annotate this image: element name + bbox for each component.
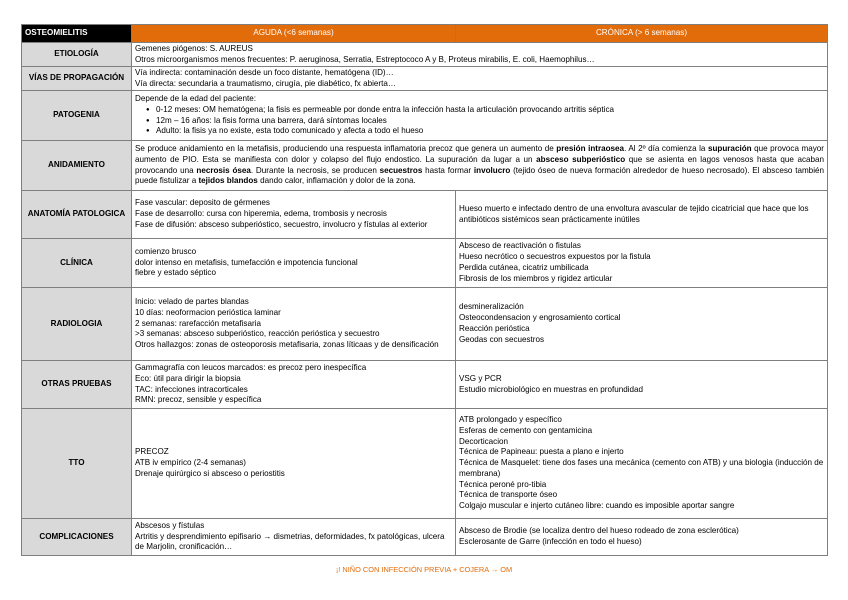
row-anatomia [22, 191, 828, 239]
radiologia-cronica [456, 288, 828, 361]
text-line: VSG y PCR [459, 373, 502, 383]
text-line: Depende de la edad del paciente: [135, 93, 257, 103]
text-line: Osteocondensacion y engrosamiento cortical [459, 313, 621, 323]
text-line: RMN: precoz, sensible y específica [135, 395, 262, 405]
text-line: Fase vascular: deposito de gérmenes [135, 198, 270, 208]
row-clinica [22, 239, 828, 288]
row-vias [22, 67, 828, 91]
text-line: Otros microorganismos menos frecuentes: P. aeruginosa, Serratia, Estreptococo A y B, Proteus mirabilis, E. coli, Haemophilus… [135, 54, 595, 64]
patogenia-content [132, 91, 828, 141]
text-line: 10 días: neoformacion perióstica laminar [135, 307, 281, 317]
text-line: Hueso muerto e infectado dentro de una envoltura avascular de tejido cicatricial que hace que los antibióticos sistémicos sean prácticamente inútiles [459, 203, 809, 224]
complicaciones-cronica [456, 519, 828, 556]
bold-term: tejidos blandos [198, 176, 258, 186]
row-label: RADIOLOGIA [22, 288, 132, 361]
text-line: Reacción perióstica [459, 324, 530, 333]
text-run: que provoca mayor aumento de PIO. Esta se manifiesta con dolor y colapso del flujo endostico. La supuración da lugar a un [135, 143, 824, 164]
text-line: Técnica de Masquelet: tiene dos fases una mecánica (cemento con ATB) y una biologia (inducción de membrana) [459, 458, 824, 478]
text-line: Decorticacion [459, 436, 509, 446]
osteomielitis-table [21, 24, 828, 556]
text-line: Otros hallazgos: zonas de osteoporosis metafisaria, zonas líticaas y de densificación [135, 340, 439, 350]
text-line: Gemenes piógenos: S. AUREUS [135, 43, 253, 53]
etiologia-content [132, 43, 828, 67]
text-run: Se produce anidamiento en la metafisis, produciendo una respuesta inflamatoria precoz que genera un aumento de [135, 143, 557, 153]
text-line: Drenaje quirúrgico si absceso o periostitis [135, 468, 285, 478]
text-line: Inicio: velado de partes blandas [135, 297, 249, 306]
clinica-aguda [132, 239, 456, 288]
text-line: Esclerosante de Garre (infección en todo el hueso) [459, 537, 642, 546]
row-label: ETIOLOGÍA [22, 43, 132, 67]
text-line: Vía indirecta: contaminación desde un foco distante, hematógena (ID)… [135, 67, 394, 77]
text-line: Fibrosis de los miembros y rigidez articular [459, 273, 613, 283]
text-run: que se asienta en lagos venosos hasta que acaban provocando una [135, 154, 824, 175]
bold-term: secuestros [379, 165, 423, 175]
text-line: fiebre y estado séptico [135, 268, 216, 278]
text-run: . Durante la necrosis, se producen [250, 165, 380, 175]
text-line: Estudio microbiológico en muestras en profundidad [459, 384, 644, 394]
text-run: dando calor, inflamación y dolor de la zona. [257, 176, 416, 186]
text-line: Técnica de Papineau: puesta a plano e injerto [459, 447, 624, 457]
text-run: . Al 2º día comienza la [624, 143, 708, 153]
row-label: PATOGENIA [22, 91, 132, 141]
text-line: Artritis y desprendimiento epifisario → dismetrias, deformidades, fx patológicas, ulcera de Marjolin, cronificación… [135, 531, 445, 552]
complicaciones-aguda [132, 519, 456, 556]
otras-cronica [456, 361, 828, 409]
text-run: (tejido óseo de nueva formación alrededor de hueso necrosado). El absceso también puede fistulizar a [135, 165, 824, 186]
text-line: ATB iv empírico (2-4 semanas) [135, 458, 246, 468]
text-line: Geodas con secuestros [459, 334, 545, 344]
row-label: ANATOMÍA PATOLOGICA [22, 191, 132, 239]
row-anidamiento [22, 141, 828, 191]
text-line: Gammagrafía con leucos marcados: es precoz pero inespecífica [135, 362, 367, 372]
text-line: comienzo brusco [135, 246, 197, 256]
patogenia-list [135, 105, 824, 137]
text-line: TAC: infecciones intracorticales [135, 384, 248, 394]
row-label: VÍAS DE PROPAGACIÓN [22, 67, 132, 91]
text-line: Técnica de transporte óseo [459, 490, 558, 500]
text-line: PRECOZ [135, 447, 169, 457]
text-run: hasta formar [422, 165, 474, 175]
row-label: COMPLICACIONES [22, 519, 132, 556]
text-line: Esferas de cemento con gentamicina [459, 425, 593, 435]
row-label: CLÍNICA [22, 239, 132, 288]
row-label: OTRAS PRUEBAS [22, 361, 132, 409]
column-cronica: CRÓNICA (> 6 semanas) [456, 25, 828, 43]
tto-cronica [456, 409, 828, 519]
text-line: Perdida cutánea, cicatriz umbilicada [459, 263, 589, 272]
table-title: OSTEOMIELITIS [22, 25, 132, 43]
text-line: Abscesos y fístulas [135, 520, 205, 530]
footer-note: ¡! NIÑO CON INFECCIÓN PREVIA + COJERA → OM [335, 565, 513, 574]
bold-term: involucro [473, 165, 511, 175]
text-line: Colgajo muscular e injerto cutáneo libre: cuando es imposible aportar sangre [459, 501, 735, 511]
list-item: ● Adulto: la fisis ya no existe, esta todo comunicado y afecta a todo el hueso [156, 126, 824, 137]
anatomia-aguda [132, 191, 456, 239]
text-line: Eco: útil para dirigir la biopsia [135, 373, 241, 383]
tto-aguda [132, 409, 456, 519]
text-line: >3 semanas: absceso subperióstico, reacción perióstica y secuestro [135, 329, 380, 339]
clinica-cronica [456, 239, 828, 288]
column-aguda: AGUDA (<6 semanas) [132, 25, 456, 43]
text-line: ATB prolongado y específico [459, 414, 562, 424]
header-row [22, 25, 828, 43]
anatomia-cronica [456, 191, 828, 239]
text-line: 2 semanas: rarefacción metafisaria [135, 318, 261, 328]
row-complicaciones [22, 519, 828, 556]
bold-term: supuración [707, 143, 752, 153]
row-etiologia [22, 43, 828, 67]
bold-term: necrosis ósea [196, 165, 251, 175]
row-label: ANIDAMIENTO [22, 141, 132, 191]
text-line: desmineralización [459, 302, 524, 312]
row-label: TTO [22, 409, 132, 519]
text-line: Fase de difusión: absceso subperióstico, secuestro, involucro y fístulas al exterior [135, 219, 428, 229]
bold-term: absceso subperióstico [536, 154, 626, 164]
bold-term: presión intraosea [556, 143, 625, 153]
list-item: ● 12m – 16 años: la fisis forma una barrera, dará síntomas locales [156, 116, 824, 127]
list-item: ● 0-12 meses: OM hematógena; la fisis es permeable por donde entra la infección hasta la articulación provocando artritis séptica [156, 105, 824, 116]
text-line: Vía directa: secundaria a traumatismo, cirugía, pie diabético, fx abierta… [135, 78, 396, 88]
anidamiento-content [132, 141, 828, 191]
row-tto [22, 409, 828, 519]
text-line: Absceso de reactivación o fistulas [459, 241, 581, 251]
text-line: dolor intenso en metafisis, tumefacción e impotencia funcional [135, 257, 358, 267]
row-patogenia [22, 91, 828, 141]
text-line: Fase de desarrollo: cursa con hiperemia, edema, trombosis y necrosis [135, 209, 387, 219]
text-line: Absceso de Brodie (se localiza dentro del hueso rodeado de zona esclerótica) [459, 526, 739, 536]
text-line: Técnica peroné pro-tibia [459, 479, 547, 489]
text-line: Hueso necrótico o secuestros expuestos por la fistula [459, 252, 651, 262]
row-otras-pruebas [22, 361, 828, 409]
otras-aguda [132, 361, 456, 409]
vias-content [132, 67, 828, 91]
radiologia-aguda [132, 288, 456, 361]
row-radiologia [22, 288, 828, 361]
